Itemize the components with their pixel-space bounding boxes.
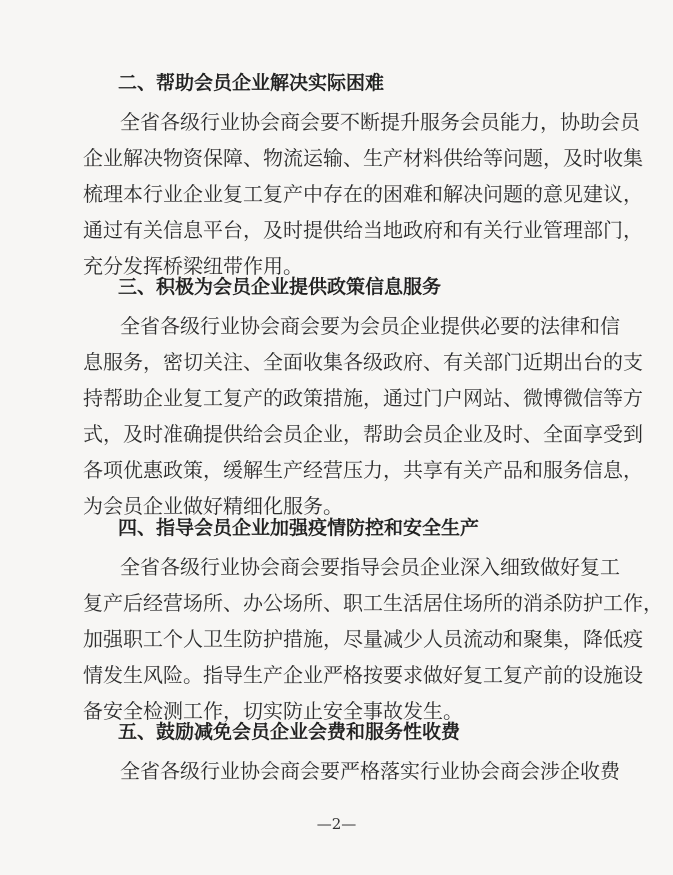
- paragraph-line: 企业解决物资保障、物流运输、生产材料供给等问题，及时收集: [83, 146, 643, 170]
- paragraph-line: 情发生风险。指导生产企业严格按要求做好复工复产前的设施设: [83, 663, 643, 687]
- paragraph-line: 梳理本行业企业复工复产中存在的困难和解决问题的意见建议，: [83, 182, 643, 206]
- paragraph-line: 备安全检测工作，切实防止安全事故发生。: [83, 699, 463, 723]
- section-heading: 五、鼓励减免会员企业会费和服务性收费: [118, 721, 461, 743]
- paragraph-line: 通过有关信息平台，及时提供给当地政府和有关行业管理部门，: [83, 218, 643, 242]
- paragraph-line: 全省各级行业协会商会要严格落实行业协会商会涉企收费: [120, 759, 620, 783]
- paragraph-line: 全省各级行业协会商会要不断提升服务会员能力，协助会员: [120, 110, 640, 134]
- page-number: —2—: [316, 815, 357, 833]
- section-heading: 四、指导会员企业加强疫情防控和安全生产: [118, 517, 480, 539]
- section-heading: 三、积极为会员企业提供政策信息服务: [118, 276, 442, 298]
- paragraph-line: 加强职工个人卫生防护措施，尽量减少人员流动和聚集，降低疫: [83, 627, 643, 651]
- paragraph-line: 全省各级行业协会商会要为会员企业提供必要的法律和信: [120, 314, 620, 338]
- paragraph-line: 复产后经营场所、办公场所、职工生活居住场所的消杀防护工作，: [83, 591, 663, 615]
- paragraph-line: 充分发挥桥梁纽带作用。: [83, 254, 303, 278]
- paragraph-line: 持帮助企业复工复产的政策措施，通过门户网站、微博微信等方: [83, 386, 643, 410]
- section-heading: 二、帮助会员企业解决实际困难: [118, 72, 385, 94]
- paragraph-line: 为会员企业做好精细化服务。: [83, 494, 343, 518]
- paragraph-line: 全省各级行业协会商会要指导会员企业深入细致做好复工: [120, 555, 620, 579]
- paragraph-line: 各项优惠政策，缓解生产经营压力，共享有关产品和服务信息，: [83, 458, 643, 482]
- paragraph-line: 式，及时准确提供给会员企业，帮助会员企业及时、全面享受到: [83, 422, 643, 446]
- paragraph-line: 息服务，密切关注、全面收集各级政府、有关部门近期出台的支: [83, 350, 643, 374]
